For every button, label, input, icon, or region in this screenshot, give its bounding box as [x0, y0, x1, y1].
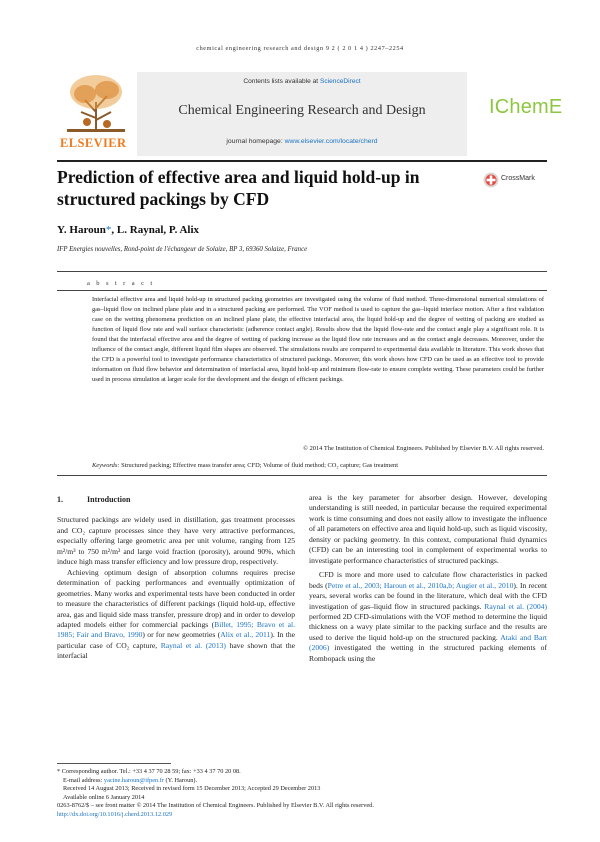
abstract-top-rule	[57, 271, 547, 272]
intro-paragraph-3	[309, 570, 547, 664]
intro-paragraph-2-continued: area is the key parameter for absorber design. However, developing understanding is still needed, in particular because the required experimental work is time consuming and does not easily allow to investigate the influence of all parameters on effective area and liquid hold-up, such as liquid viscosity, density or packing geometry. In this context, computational fluid dynamics (CFD) can be an interesting tool in complement of experimental works to investigate performance characteristics of structured packings.	[309, 493, 547, 565]
citation-link[interactable]: Raynal et al. (2013)	[160, 640, 226, 650]
received-dates: Received 14 August 2013; Received in revised form 15 December 2013; Accepted 29 December 2013	[63, 785, 321, 792]
keywords-label: Keywords:	[92, 462, 120, 469]
citation-link[interactable]: Billet, 1995; Bravo et al. 1985; Fair and Bravo, 1990	[57, 619, 295, 640]
body-column-right	[309, 493, 547, 664]
paragraph-text: investigated the wetting in the structured packing elements of Rombopack using the	[309, 643, 547, 663]
paragraph-text: ). In the particular case of CO₂ capture,	[57, 630, 296, 650]
issn-line: 0263-8762/$ – see front matter © 2014 The Institution of Chemical Engineers. Published by Elsevier B.V. All rights reserved.	[57, 802, 374, 809]
other-authors: , L. Raynal, P. Alix	[111, 224, 200, 236]
paragraph-text: performed 2D CFD-simulations with the VOF method to determine the liquid thickness on a wavy plate similar to the packing surface and the results are used to derive the liquid hold-up on the structured packing.	[309, 611, 547, 642]
citation-link[interactable]: Alix et al., 2011	[220, 630, 271, 640]
contents-prefix: Contents lists available at	[243, 78, 320, 85]
corresponding-author-note: * Corresponding author. Tel.: +33 4 37 70 28 59; fax: +33 4 37 70 20 08.	[57, 768, 241, 775]
abstract-bottom-rule	[57, 475, 547, 476]
email-suffix: (Y. Haroun).	[163, 776, 198, 784]
masthead-divider	[57, 160, 547, 162]
paragraph-text: have shown that the interfacial	[57, 640, 296, 661]
contents-availability	[137, 78, 467, 85]
abstract-text: Interfacial effective area and liquid hold-up in structured packing geometries are investigated using the volume of fluid method. Three-dimensional numerical simulations of gas–liquid flow on inclined plane plate and in a structured packing are performed. The VOF method is used to capture the gas–liquid interface motion. After a first validation case on the wetting phenomena prediction on an inclined plane plate, the effective interfacial area, the liquid hold-up and the degree of wetting of packing are studied as function of liquid flow rate and wall surface characteristic (adherence contact angle). Results show that the liquid flow-rate and the contact angle play a significant role. It is found that the interfacial effective area and the degree of wetting of packing increase as the liquid flow rate increases and as the contact angle decreases. Moreover, under the influence of the contact angle, different liquid film shapes are observed. The simulations results are compared to experimental data available in literature. This work shows that the CFD is a powerful tool to investigate performance characteristics of structured packings. Moreover, this work shows how CFD can be used as an effective tool to provide information on fluid flow behavior and determination of interfacial area, liquid hold-up and minimum flow-rate to ensure complete wetting. These parameters could be further used in process simulation at larger scale for the development and the design of efficient packings.	[92, 296, 544, 383]
elsevier-wordmark: ELSEVIER	[60, 136, 127, 150]
elsevier-tree-icon	[57, 72, 135, 134]
keywords	[92, 462, 547, 469]
journal-banner	[137, 72, 467, 156]
icheme-logo: IChemE	[489, 96, 563, 118]
email-line	[57, 777, 547, 786]
crossmark-label: CrossMark	[501, 175, 535, 182]
article-title: Prediction of effective area and liquid hold-up in structured packings by CFD	[57, 167, 420, 209]
homepage-prefix: journal homepage:	[226, 138, 285, 145]
crossmark-icon	[483, 172, 499, 188]
journal-homepage	[137, 138, 467, 145]
email-label: E-mail address:	[63, 776, 104, 784]
email-link[interactable]: yacine.haroun@ifpen.fr	[103, 776, 164, 784]
journal-title: Chemical Engineering Research and Design	[178, 103, 426, 118]
body-column-left	[57, 495, 295, 662]
sciencedirect-link[interactable]: ScienceDirect	[319, 78, 361, 85]
journal-homepage-link[interactable]: www.elsevier.com/locate/cherd	[284, 138, 378, 145]
section-heading-introduction	[57, 495, 295, 505]
doi-link[interactable]: http://dx.doi.org/10.1016/j.cherd.2013.12.029	[57, 810, 173, 818]
paragraph-text: ). In recent years, several works can be found in the literature, which deal with the CFD investigation of gas–liquid flow in structured packings.	[309, 580, 548, 611]
citation-link[interactable]: Raynal et al. (2004)	[484, 601, 547, 611]
footnotes	[57, 768, 547, 819]
abstract-heading-rule	[57, 290, 547, 291]
keywords-list: Structured packing; Effective mass transfer area; CFD; Volume of fluid method; CO₂ capture; Gas treatment	[121, 462, 399, 469]
author-affiliation: IFP Energies nouvelles, Rond-point de l'échangeur de Solaize, BP 3, 69360 Solaize, France	[57, 246, 308, 253]
abstract-copyright: © 2014 The Institution of Chemical Engineers. Published by Elsevier B.V. All rights reserved.	[303, 445, 544, 452]
section-title: Introduction	[87, 495, 131, 504]
paragraph-text: CFD is more and more used to calculate flow characteristics in packed beds (	[309, 570, 547, 590]
abstract-section	[57, 271, 547, 476]
abstract-heading: a b s t r a c t	[87, 280, 155, 287]
author-list	[57, 224, 199, 236]
citation-link[interactable]: Petre et al., 2003; Haroun et al., 2010a,b; Augier et al., 2010	[327, 580, 514, 590]
intro-paragraph-1: Structured packings are widely used in distillation, gas treatment processes and CO₂ capture processes since they have very attractive performances, especially offering large geometric area per unit volume, ranging from 125 m²/m³ to 750 m²/m³ and large void fraction (porosity), around 90%, which induce high mass transfer efficiency and low pressure drop, respectively.	[57, 515, 295, 567]
crossmark-badge[interactable]	[483, 172, 543, 188]
footnote-divider	[57, 763, 171, 764]
available-online: Available online 6 January 2014	[63, 793, 145, 801]
corresponding-author-mark[interactable]: *	[105, 224, 112, 236]
paragraph-text: ) or for new geometries (	[142, 630, 221, 640]
elsevier-logo	[57, 72, 135, 156]
masthead	[57, 72, 563, 156]
citation-link[interactable]: Ataki and Bart (2006)	[309, 632, 547, 653]
section-number: 1.	[57, 495, 63, 504]
journal-citation-line: chemical engineering research and design 9 2 ( 2 0 1 4 ) 2247–2254	[196, 45, 404, 52]
paragraph-text: Achieving optimum design of absorption columns requires precise determination of packing performances and eventually optimization of geometries. Many works and experimental tests have been conducted in order to measure the characteristics of different packings (liquid hold-up, effective area, gas and liquid side mass transfer, pressure drop) and in order to develop adapted models either for commercial packings (	[57, 567, 295, 629]
intro-paragraph-2	[57, 568, 295, 662]
author-haroun: Y. Haroun	[57, 224, 106, 236]
